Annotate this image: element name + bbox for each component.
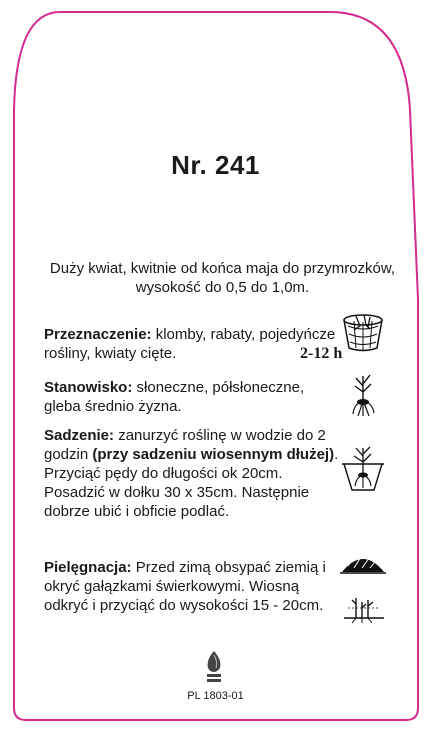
description: Duży kwiat, kwitnie od końca maja do przymrozków, wysokość do 0,5 do 1,0m. [49, 260, 396, 296]
soak-basket-icon [340, 312, 386, 354]
section-stanowisko [44, 378, 344, 416]
section-text: słoneczne, półsłoneczne, gleba średnio żyzna. [44, 379, 305, 415]
section-bold-note: (przy sadzeniu wiosennym dłużej) [92, 446, 335, 463]
section-label: Sadzenie: [44, 427, 115, 444]
section-sadzenie [44, 426, 344, 521]
section-pielegnacja [44, 558, 344, 615]
section-text: klomby, rabaty, pojedyńcze rośliny, kwiaty cięte. [44, 326, 336, 362]
section-text: Przed zimą obsypać ziemią i okryć gałązkami świerkowymi. Wiosną odkryć i przyciąć do wysokości 15 - 20cm. [44, 559, 326, 614]
planting-hole-icon [340, 444, 386, 494]
section-label: Stanowisko: [44, 379, 133, 396]
section-label: Przeznaczenie: [44, 326, 152, 343]
catalog-code: PL 1803-01 [187, 690, 244, 702]
section-text: . Przyciąć pędy do długości ok 20cm. Posadzić w dołku 30 x 35cm. Następnie dobrze ubić i obficie podlać. [44, 446, 339, 520]
cover-mound-icon [340, 546, 386, 576]
section-label: Pielęgnacja: [44, 559, 132, 576]
super-color-logo [202, 650, 226, 684]
product-number: Nr. 241 [171, 150, 260, 180]
section-przeznaczenie [44, 325, 344, 363]
section-text: zanurzyć roślinę w wodzie do 2 godzin [44, 427, 326, 463]
prune-stems-icon [344, 594, 384, 624]
soak-time-label: 2-12 h [300, 345, 343, 362]
root-plant-icon [348, 372, 378, 418]
